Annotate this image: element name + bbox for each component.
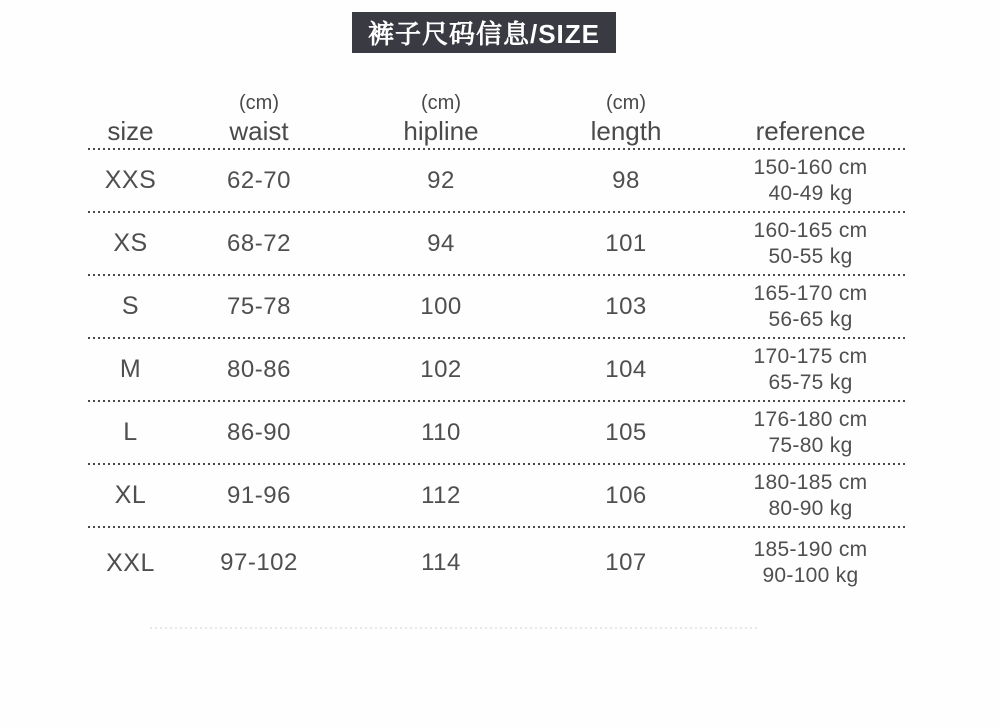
length-cell: 105	[605, 418, 647, 446]
table-row	[88, 150, 906, 211]
length-cell: 107	[605, 549, 647, 576]
size-cell: XS	[113, 229, 148, 257]
table-row	[88, 528, 906, 598]
hipline-cell: 110	[421, 418, 461, 446]
reference-weight: 40-49 kg	[768, 181, 853, 205]
reference-height: 150-160 cm	[753, 155, 868, 179]
length-cell: 103	[605, 292, 647, 320]
reference-weight: 50-55 kg	[768, 244, 853, 268]
reference-cell	[715, 402, 906, 463]
hipline-cell: 92	[427, 166, 455, 194]
table-row	[88, 276, 906, 337]
waist-cell: 62-70	[227, 166, 291, 194]
column-header-waist	[173, 75, 345, 148]
hipline-cell: 114	[421, 549, 461, 576]
table-row	[88, 339, 906, 400]
size-cell: S	[121, 292, 140, 320]
reference-height: 176-180 cm	[753, 407, 868, 431]
column-label: reference	[755, 116, 866, 146]
reference-weight: 75-80 kg	[768, 433, 853, 457]
column-label: size	[107, 116, 154, 146]
reference-cell	[715, 465, 906, 526]
table-row	[88, 213, 906, 274]
reference-cell	[715, 276, 906, 337]
length-cell: 98	[612, 166, 640, 194]
size-cell: M	[119, 355, 142, 383]
reference-weight: 65-75 kg	[768, 370, 853, 394]
table-row	[88, 402, 906, 463]
length-cell: 101	[605, 229, 647, 257]
hipline-cell: 112	[421, 481, 461, 509]
hipline-cell: 102	[420, 355, 462, 383]
reference-cell	[715, 150, 906, 211]
reference-cell	[715, 339, 906, 400]
size-cell: XXS	[104, 166, 157, 194]
unit-label: (cm)	[421, 92, 461, 114]
unit-label: (cm)	[606, 92, 646, 114]
page-title: 裤子尺码信息/SIZE	[352, 12, 616, 53]
waist-cell: 68-72	[227, 229, 291, 257]
size-table	[88, 75, 906, 598]
reference-weight: 80-90 kg	[768, 496, 853, 520]
reference-cell	[715, 213, 906, 274]
reference-height: 170-175 cm	[753, 344, 868, 368]
waist-cell: 80-86	[227, 355, 291, 383]
reference-weight: 56-65 kg	[768, 307, 853, 331]
reference-height: 165-170 cm	[753, 281, 868, 305]
column-label: waist	[229, 116, 289, 146]
size-cell: XL	[114, 481, 147, 509]
table-row	[88, 465, 906, 526]
column-label: length	[590, 116, 662, 146]
bottom-faint-separator	[150, 627, 760, 629]
unit-label: (cm)	[239, 92, 279, 114]
reference-cell	[715, 528, 906, 598]
waist-cell: 75-78	[227, 292, 291, 320]
column-header-size	[88, 75, 173, 148]
column-label: hipline	[403, 116, 479, 146]
size-cell: XXL	[106, 548, 155, 577]
size-cell: L	[123, 418, 138, 446]
reference-height: 160-165 cm	[753, 218, 868, 242]
hipline-cell: 94	[427, 229, 455, 257]
column-header-length	[537, 75, 715, 148]
reference-height: 185-190 cm	[753, 538, 868, 561]
column-header-reference	[715, 75, 906, 148]
length-cell: 106	[605, 481, 647, 509]
reference-weight: 90-100 kg	[762, 564, 859, 587]
hipline-cell: 100	[420, 292, 462, 320]
waist-cell: 97-102	[220, 549, 298, 576]
table-header-row	[88, 75, 906, 148]
waist-cell: 86-90	[227, 418, 291, 446]
length-cell: 104	[605, 355, 647, 383]
column-header-hipline	[345, 75, 537, 148]
waist-cell: 91-96	[227, 481, 291, 509]
reference-height: 180-185 cm	[753, 470, 868, 494]
